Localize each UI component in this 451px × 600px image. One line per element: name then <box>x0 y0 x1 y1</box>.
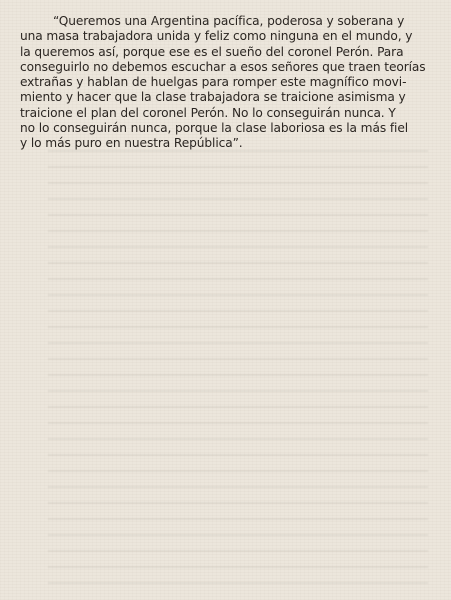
quote-line: conseguirlo no debemos escuchar a esos señores que traen teorías <box>20 59 426 74</box>
quote-line: miento y hacer que la clase trabajadora se traicione asimisma y <box>20 90 406 105</box>
quote-line: y lo más puro en nuestra República”. <box>20 136 243 151</box>
quote-line: “Queremos una Argentina pacífica, poderosa y soberana y <box>53 14 405 28</box>
quote-paragraph <box>20 14 432 152</box>
quote-line: traicione el plan del coronel Perón. No lo conseguirán nunca. Y <box>20 105 396 120</box>
show-through-text <box>48 150 428 590</box>
quote-line: una masa trabajadora unida y feliz como ninguna en el mundo, y <box>20 29 413 44</box>
quote-line: no lo conseguirán nunca, porque la clase laboriosa es la más fiel <box>20 121 409 136</box>
quote-line: la queremos así, porque ese es el sueño del coronel Perón. Para <box>20 44 404 59</box>
quote-line: extrañas y hablan de huelgas para romper este magnífico movi- <box>20 75 407 90</box>
